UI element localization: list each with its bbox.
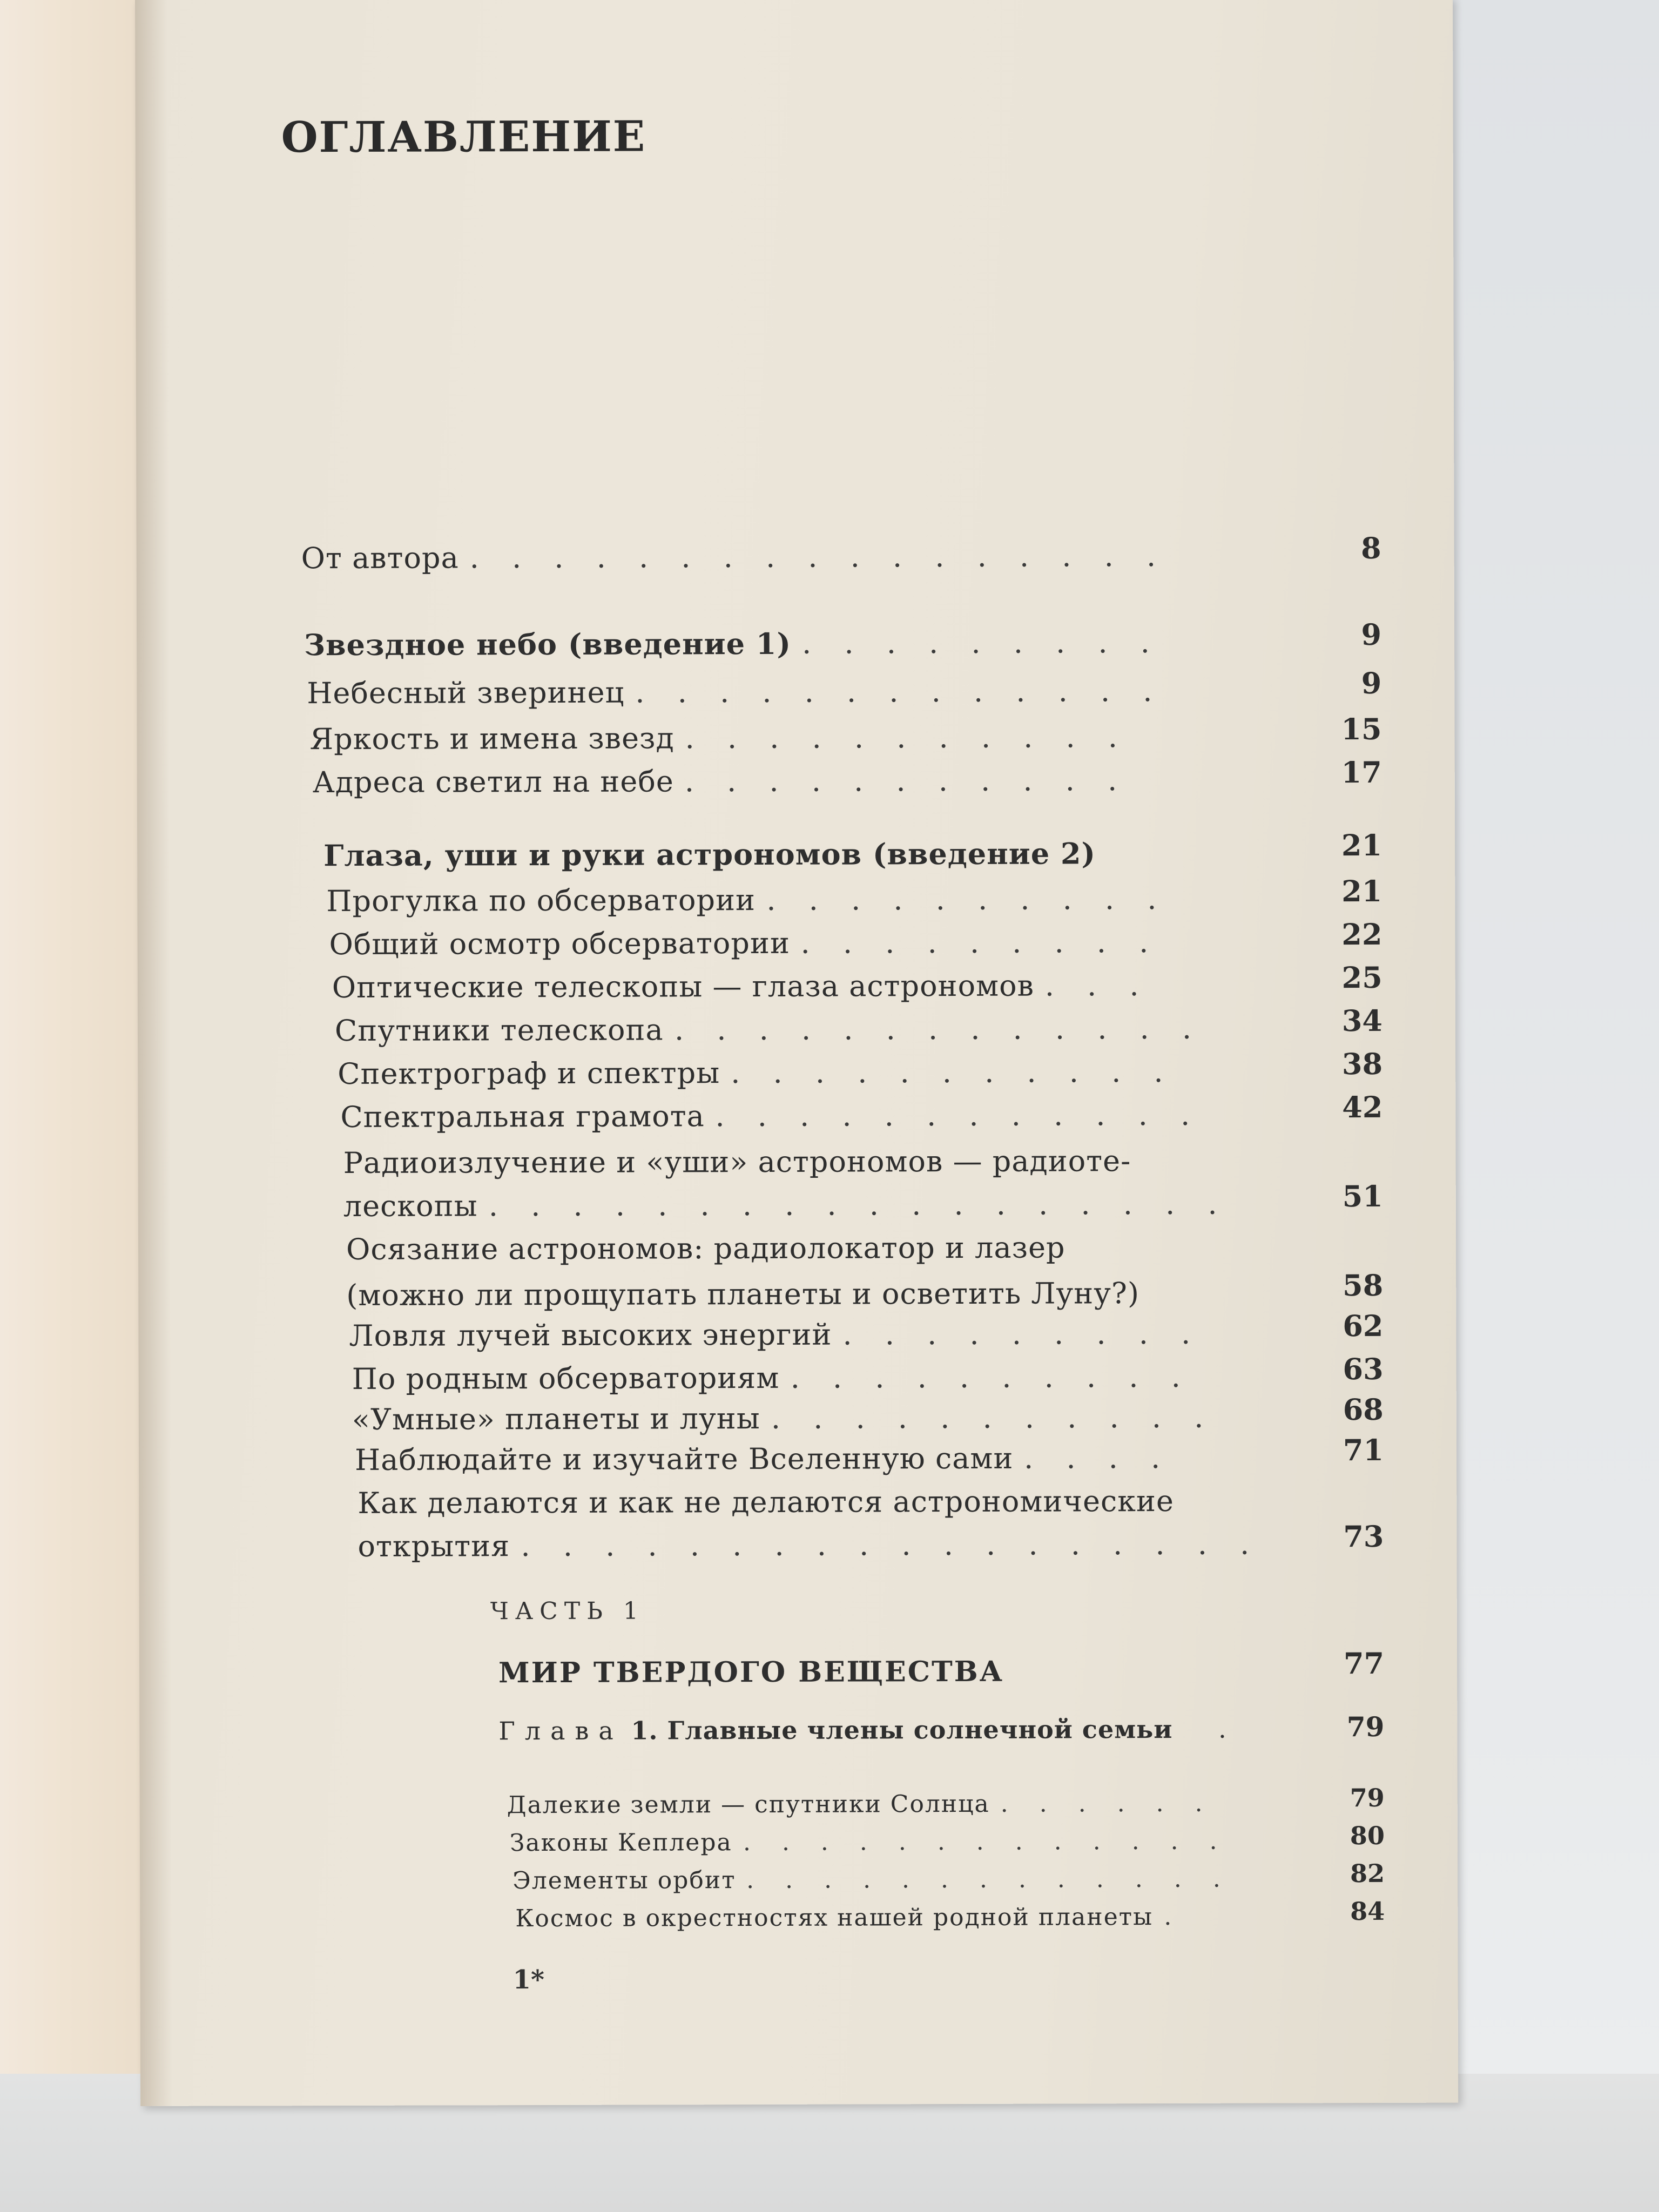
section-entry-title: Элементы орбит	[512, 1866, 736, 1895]
toc-entry-title: Небесный зверинец	[307, 675, 625, 711]
toc-entry-title: Общий осмотр обсерватории	[329, 926, 790, 962]
toc-entry	[312, 754, 1382, 804]
toc-entry-title: Прогулка по обсерватории	[326, 882, 756, 919]
toc-leader-dots: . . . . . . . . . . . . . . . . .	[469, 538, 1168, 575]
chapter-page-number: 79	[1346, 1710, 1385, 1743]
toc-page-number: 21	[1341, 827, 1382, 863]
toc-leader-dots: . . . . . . . . . . . . . . . . . .	[488, 1186, 1229, 1223]
toc-leader-dots: . . . . . . . . . . . . .	[635, 674, 1164, 710]
section-entry	[515, 1895, 1385, 1940]
toc-leader-dots: . . . . . . . . . . . . . . . . . .	[521, 1527, 1262, 1563]
toc-page-number: 15	[1341, 711, 1382, 747]
toc-entry	[304, 617, 1382, 666]
toc-entry	[338, 1046, 1383, 1096]
toc-entry-title: Ловля лучей высоких энергий	[349, 1317, 832, 1353]
toc-leader-dots: . . . .	[1023, 1440, 1172, 1475]
chapter-row	[498, 1710, 1385, 1754]
book-page	[135, 0, 1458, 2106]
toc-entry-title: открытия	[358, 1529, 510, 1563]
toc-entry	[346, 1225, 1383, 1271]
toc-page-number: 9	[1361, 665, 1382, 701]
toc-entry	[346, 1267, 1384, 1317]
toc-entry-title: Спектрограф и спектры	[338, 1056, 720, 1091]
toc-page-number: 58	[1342, 1267, 1384, 1303]
toc-page-number: 51	[1342, 1178, 1383, 1214]
toc-entry-title: Звездное небо (введение 1)	[304, 626, 792, 663]
toc-entry	[352, 1392, 1384, 1441]
part-label: ЧАСТЬ 1	[490, 1597, 645, 1626]
toc-page-number: 73	[1343, 1519, 1384, 1554]
toc-entry	[343, 1178, 1383, 1228]
toc-page-number: 17	[1341, 754, 1382, 790]
toc-entry-title: Оптические телескопы — глаза астрономов	[332, 968, 1035, 1005]
chapter-dots: .	[1218, 1714, 1226, 1744]
section-entry-title: Космос в окрестностях нашей родной планеты	[515, 1903, 1154, 1933]
chapter-label: Глава	[498, 1716, 623, 1746]
toc-page-number: 68	[1343, 1392, 1384, 1427]
section-leader-dots: . . . . . . . . . . . . .	[743, 1827, 1229, 1857]
toc-entry	[358, 1479, 1384, 1525]
section-page-number: 84	[1350, 1896, 1385, 1926]
toc-entry	[309, 711, 1382, 761]
toc-page-number: 42	[1342, 1089, 1383, 1125]
section-entry-title: Далекие земли — спутники Солнца	[507, 1790, 990, 1819]
toc-entry	[332, 960, 1382, 1009]
section-page-number: 82	[1350, 1858, 1385, 1889]
section-page-number: 79	[1350, 1783, 1385, 1813]
toc-entry-title: Радиоизлучение и «уши» астрономов — радиоте-	[343, 1144, 1131, 1180]
toc-leader-dots: . . . . . . . . . . .	[771, 1400, 1216, 1435]
toc-entry-title: По родным обсерваториям	[352, 1360, 780, 1396]
section-leader-dots: .	[1164, 1903, 1184, 1931]
toc-page-number: 62	[1343, 1308, 1384, 1344]
section-entry-title: Законы Кеплера	[509, 1829, 732, 1857]
toc-page-number: 9	[1361, 617, 1382, 652]
toc-leader-dots: . . .	[1044, 968, 1151, 1003]
toc-entry-title: Спутники телескопа	[334, 1013, 664, 1048]
toc-leader-dots: . . . . . . . . . . . .	[715, 1097, 1202, 1134]
toc-entry	[307, 665, 1382, 715]
toc-entry	[358, 1519, 1384, 1568]
toc-entry-title: Спектральная грамота	[340, 1099, 705, 1135]
section-leader-dots: . . . . . .	[1000, 1789, 1215, 1818]
toc-leader-dots: . . . . . . . . .	[800, 925, 1161, 960]
page-title: ОГЛАВЛЕНИЕ	[281, 112, 646, 163]
toc-entry	[326, 873, 1382, 923]
part-title: МИР ТВЕРДОГО ВЕЩЕСТВА	[498, 1655, 1004, 1690]
toc-entry-title: Осязание астрономов: радиолокатор и лазер	[346, 1230, 1065, 1266]
section-leader-dots: . . . . . . . . . . . . .	[746, 1865, 1232, 1894]
toc-page-number: 25	[1341, 960, 1382, 995]
toc-entry-title: Наблюдайте и изучайте Вселенную сами	[354, 1441, 1014, 1477]
toc-entry-title: Глаза, уши и руки астрономов (введение 2)	[323, 836, 1096, 873]
toc-page-number: 63	[1343, 1351, 1384, 1387]
toc-leader-dots: . . . . . . . . . . .	[731, 1054, 1175, 1090]
toc-entry	[340, 1089, 1383, 1139]
toc-page-number: 71	[1343, 1432, 1384, 1468]
toc-leader-dots: . . . . . . . . .	[842, 1316, 1203, 1352]
toc-entry-title: Как делаются и как не делаются астрономические	[358, 1483, 1175, 1520]
toc-entry-title: лескопы	[343, 1189, 478, 1223]
toc-page-number: 22	[1341, 916, 1382, 952]
toc-leader-dots: . . . . . . . . . .	[766, 881, 1169, 917]
toc-leader-dots: . . . . . . . . .	[802, 625, 1162, 660]
toc-entry-title: От автора	[301, 541, 459, 576]
chapter-title: 1. Главные члены солнечной семьи	[631, 1714, 1173, 1745]
toc-leader-dots: . . . . . . . . . .	[790, 1359, 1192, 1395]
section-page-number: 80	[1350, 1820, 1385, 1851]
toc-entry	[334, 1003, 1383, 1053]
toc-entry-title: Яркость и имена звезд	[309, 721, 675, 757]
signature-mark: 1*	[512, 1965, 545, 1995]
part-title-row	[498, 1645, 1385, 1695]
toc-entry	[343, 1139, 1383, 1185]
toc-leader-dots: . . . . . . . . . . . . .	[674, 1011, 1204, 1047]
toc-page-number: 21	[1341, 873, 1382, 909]
toc-entry	[329, 916, 1382, 966]
toc-entry-title: Адреса светил на небе	[312, 764, 674, 800]
part-page-number: 77	[1343, 1645, 1385, 1681]
toc-entry	[354, 1432, 1384, 1482]
toc-page-number: 38	[1341, 1046, 1383, 1082]
background-surface	[1447, 0, 1659, 2212]
toc-page-number: 8	[1361, 530, 1381, 566]
toc-entry	[323, 827, 1382, 877]
toc-entry-title: (можно ли прощупать планеты и осветить Луну?)	[346, 1276, 1140, 1312]
toc-leader-dots: . . . . . . . . . . .	[684, 763, 1129, 799]
toc-entry	[352, 1351, 1384, 1401]
toc-entry	[349, 1308, 1384, 1358]
toc-leader-dots: . . . . . . . . . . .	[685, 720, 1130, 756]
toc-entry-title: «Умные» планеты и луны	[352, 1401, 760, 1437]
toc-page-number: 34	[1341, 1003, 1383, 1038]
toc-entry	[301, 530, 1381, 580]
page-gutter-shadow	[135, 0, 173, 2106]
